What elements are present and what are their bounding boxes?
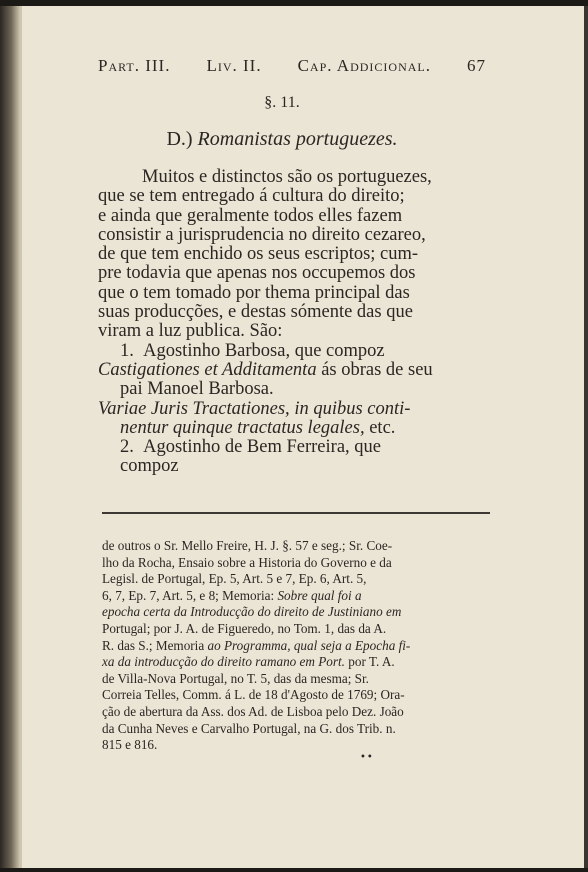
footnote-italic: ao Programma, qual seja a Epocha fi-: [207, 637, 411, 653]
item-text: Agostinho de Bem Ferreira, que: [143, 437, 381, 458]
work-title: Castigationes et Additamenta: [98, 359, 317, 380]
list-item-1-line3: pai Manoel Barbosa.: [120, 379, 274, 400]
item-text: Agostinho Barbosa, que compoz: [143, 340, 385, 361]
footnote-rule: [102, 512, 490, 514]
item-number: 2.: [120, 437, 134, 458]
footnote-line: de Villa-Nova Portugal, no T. 5, das da mesma; Sr.: [102, 670, 369, 686]
footnote-line: Correia Telles, Comm. á L. de 18 d'Agosto de 1769; Ora-: [102, 687, 405, 703]
footnote-line: de outros o Sr. Mello Freire, H. J. §. 57 e seg.; Sr. Coe-: [102, 538, 393, 553]
work-rest: ás obras de seu: [321, 359, 433, 380]
page-edge: [584, 6, 588, 868]
signature-mark: ••: [360, 752, 374, 763]
list-item-1-line4: [98, 400, 490, 419]
footnote-line: lho da Rocha, Ensaio sobre a Historia do Governo e da: [102, 554, 392, 570]
footnote-line: epocha certa da Introducção do direito de Justiniano em: [102, 604, 402, 620]
footnote-line: Portugal; por J. A. de Figueredo, no Tom. 1, das da A.: [102, 620, 387, 636]
heading-title: Romanistas portuguezes.: [197, 128, 398, 150]
heading-prefix: D.): [166, 128, 193, 150]
header-part: Part. III.: [98, 56, 171, 75]
section-heading: [0, 128, 564, 151]
footnote-line: [102, 638, 494, 655]
footnote-line: ção de abertura da Ass. dos Ad. de Lisboa pelo Dez. João: [102, 703, 404, 719]
body-line: pre todavia que apenas nos occupemos dos: [98, 263, 416, 284]
body-line: que se tem entregado á cultura do direito;: [98, 186, 405, 207]
list-item-1-line2: [98, 361, 490, 380]
section-mark: §. 11.: [264, 94, 300, 111]
work2-title: Variae Juris Tractationes,: [98, 398, 290, 419]
footnote-line: Legisl. de Portugal, Ep. 5, Art. 5 e 7, Ep. 6, Art. 5,: [102, 571, 367, 587]
footnote-line: [102, 588, 494, 605]
body-line: suas producções, e destas sómente das que: [98, 302, 413, 323]
body-line: Muitos e distinctos são os portuguezes,: [142, 167, 432, 187]
list-item-2-line2: compoz: [120, 456, 179, 477]
work2-mid: in quibus conti-: [294, 398, 411, 419]
work2-line2: nentur quinque tractatus legales,: [120, 417, 365, 438]
running-header: [98, 56, 486, 76]
footnote-text: 6, 7, Ep. 7, Art. 5, e 8; Memoria:: [102, 587, 275, 603]
header-chapter: Cap. Addicional.: [297, 56, 431, 75]
header-book: Liv. II.: [206, 56, 262, 75]
body-line: viram a luz publica. São:: [98, 321, 283, 342]
body-text: [98, 168, 490, 477]
page-number: 67: [466, 56, 486, 75]
body-line: e ainda que geralmente todos elles fazem: [98, 205, 403, 226]
footnote-line: da Cunha Neves e Carvalho Portugal, na G. dos Trib. n.: [102, 720, 396, 736]
footnote-line: 815 e 816.: [102, 737, 158, 753]
footnote-italic: Sobre qual foi a: [277, 587, 362, 603]
work2-end: etc.: [369, 417, 396, 438]
footnote: [102, 538, 494, 754]
body-line: consistir a jurisprudencia no direito cezareo,: [98, 224, 426, 245]
footnote-italic: xa da introducção do direito ramano em Port.: [102, 654, 345, 670]
body-line: que o tem tomado por thema principal das: [98, 282, 410, 303]
item-number: 1.: [120, 340, 134, 361]
list-item-1-line5: [98, 419, 490, 438]
footnote-text: R. das S.; Memoria: [102, 637, 205, 653]
footnote-text: por T. A.: [348, 654, 395, 670]
footnote-line: [102, 654, 494, 671]
list-item-2: [98, 438, 490, 457]
body-line: de que tem enchido os seus escriptos; cum-: [98, 244, 419, 265]
list-item-1: [98, 342, 490, 361]
